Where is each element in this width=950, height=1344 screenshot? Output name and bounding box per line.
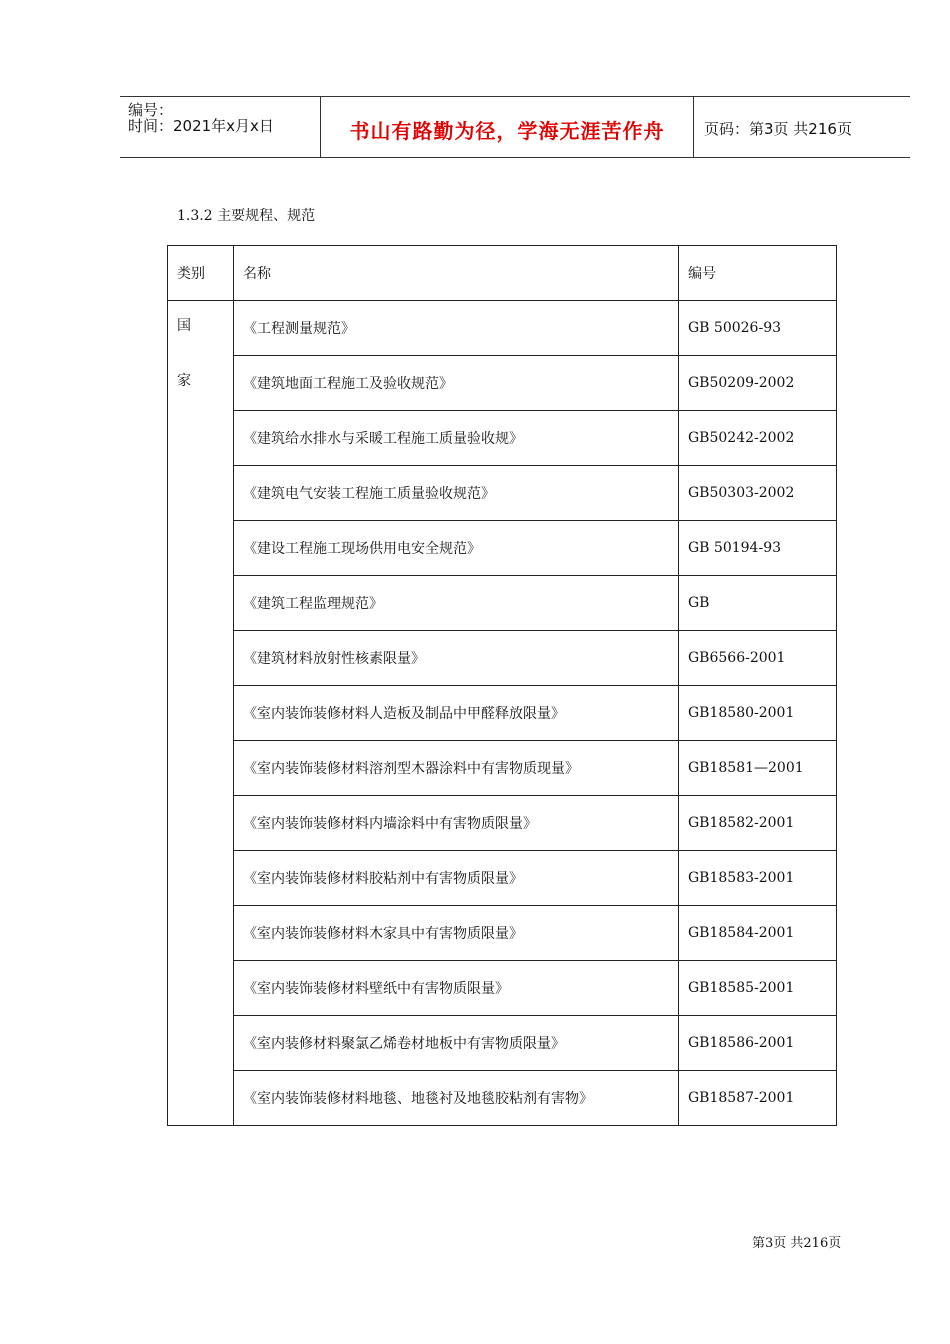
standard-name-cell: 《工程测量规范》 (234, 301, 679, 356)
standard-name-cell: 《建筑地面工程施工及验收规范》 (234, 356, 679, 411)
standard-name-cell: 《室内装饰装修材料地毯、地毯衬及地毯胶粘剂有害物》 (234, 1071, 679, 1126)
standard-code-cell: GB (679, 576, 837, 631)
standard-name-cell: 《室内装饰装修材料溶剂型木器涂料中有害物质现量》 (234, 741, 679, 796)
standard-code-cell: GB50303-2002 (679, 466, 837, 521)
table-row (168, 1016, 837, 1071)
document-time-label: 时间：2021年x月x日 (128, 117, 274, 135)
header-motto-cell (321, 97, 694, 157)
table-row (168, 631, 837, 686)
table-row (168, 906, 837, 961)
standard-code-cell: GB50209-2002 (679, 356, 837, 411)
column-header-category: 类别 (168, 246, 234, 301)
standard-name-cell: 《室内装饰装修材料壁纸中有害物质限量》 (234, 961, 679, 1016)
header-motto: 书山有路勤为径，学海无涯苦作舟 (349, 119, 665, 143)
standard-code-cell: GB18582-2001 (679, 796, 837, 851)
table-row (168, 961, 837, 1016)
standard-name-cell: 《建设工程施工现场供用电安全规范》 (234, 521, 679, 576)
standard-name-cell: 《室内装饰装修材料胶粘剂中有害物质限量》 (234, 851, 679, 906)
header-page-info: 页码：第3页 共216页 (704, 120, 852, 138)
standard-name-cell: 《室内装修材料聚氯乙烯卷材地板中有害物质限量》 (234, 1016, 679, 1071)
standard-code-cell: GB6566-2001 (679, 631, 837, 686)
table-row (168, 301, 837, 356)
column-header-name: 名称 (234, 246, 679, 301)
standard-name-cell: 《建筑电气安装工程施工质量验收规范》 (234, 466, 679, 521)
standard-name-cell: 《室内装饰装修材料内墙涂料中有害物质限量》 (234, 796, 679, 851)
standard-code-cell: GB18585-2001 (679, 961, 837, 1016)
section-title: 1.3.2 主要规程、规范 (177, 208, 316, 224)
standard-code-cell: GB 50026-93 (679, 301, 837, 356)
category-char: 家 (177, 373, 191, 389)
standard-code-cell: GB18584-2001 (679, 906, 837, 961)
column-header-code: 编号 (679, 246, 837, 301)
standard-code-cell: GB18581—2001 (679, 741, 837, 796)
table-row (168, 1071, 837, 1126)
table-row (168, 356, 837, 411)
standard-name-cell: 《室内装饰装修材料木家具中有害物质限量》 (234, 906, 679, 961)
standard-code-cell: GB18583-2001 (679, 851, 837, 906)
table-row (168, 576, 837, 631)
category-char: 国 (177, 318, 191, 334)
standards-table (167, 245, 837, 1126)
table-row (168, 686, 837, 741)
standard-code-cell: GB18587-2001 (679, 1071, 837, 1126)
table-row (168, 411, 837, 466)
standard-code-cell: GB18586-2001 (679, 1016, 837, 1071)
table-row (168, 466, 837, 521)
header-meta-cell (120, 97, 321, 157)
document-number-label: 编号： (128, 101, 174, 119)
table-row (168, 741, 837, 796)
standard-name-cell: 《建筑工程监理规范》 (234, 576, 679, 631)
standard-code-cell: GB 50194-93 (679, 521, 837, 576)
page-footer: 第3页 共216页 (752, 1236, 842, 1251)
standard-name-cell: 《室内装饰装修材料人造板及制品中甲醛释放限量》 (234, 686, 679, 741)
table-row (168, 521, 837, 576)
table-header-row (168, 246, 837, 301)
standard-code-cell: GB50242-2002 (679, 411, 837, 466)
standard-name-cell: 《建筑材料放射性核素限量》 (234, 631, 679, 686)
table-row (168, 796, 837, 851)
category-cell (168, 301, 234, 1126)
page-header (120, 96, 910, 158)
header-page-cell (694, 97, 910, 157)
standard-name-cell: 《建筑给水排水与采暖工程施工质量验收规》 (234, 411, 679, 466)
table-row (168, 851, 837, 906)
standard-code-cell: GB18580-2001 (679, 686, 837, 741)
